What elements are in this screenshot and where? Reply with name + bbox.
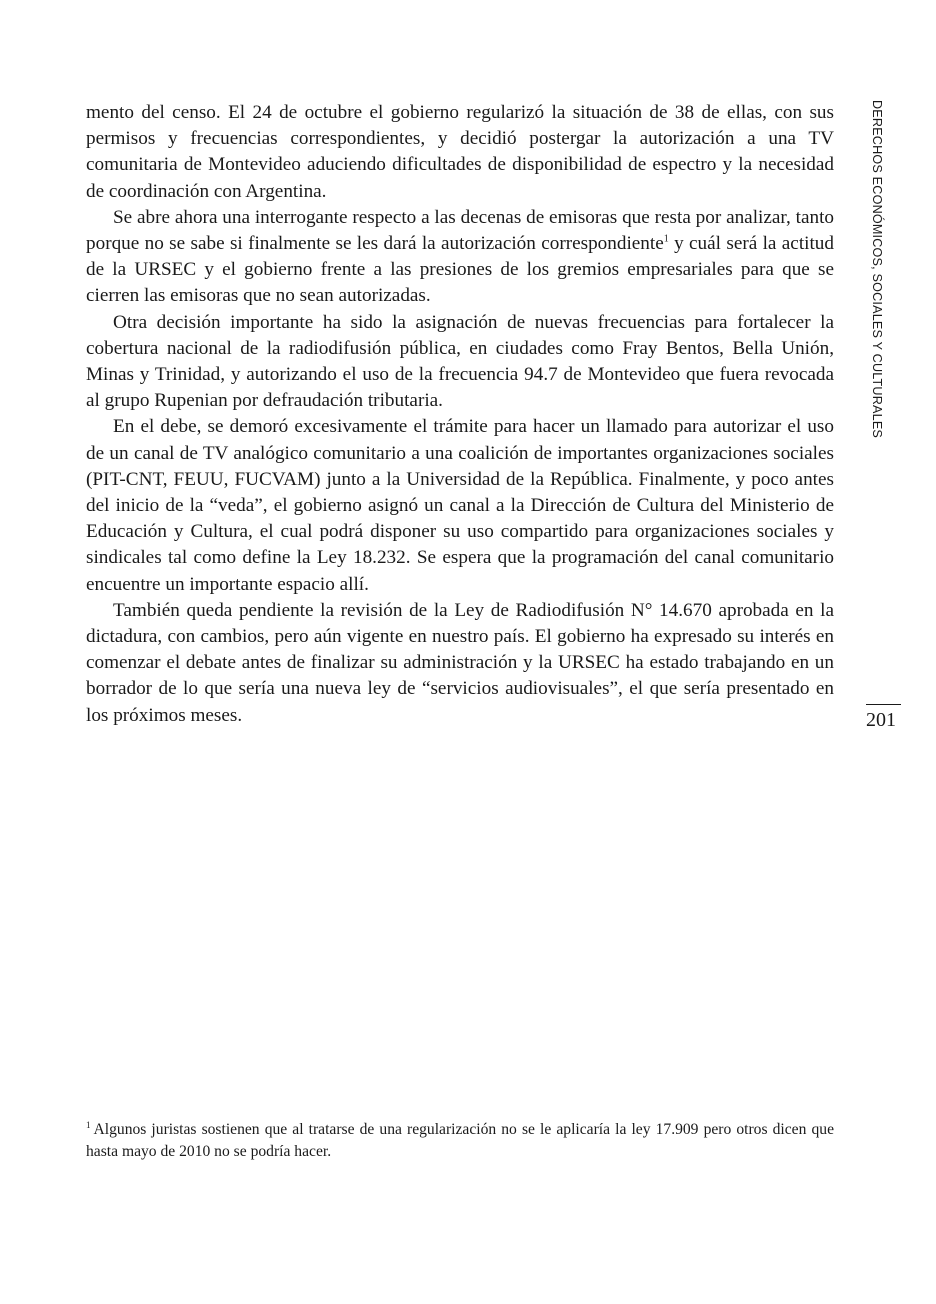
footnote [86, 1119, 834, 1163]
paragraph-2 [86, 205, 834, 310]
running-head-text: DERECHOS ECONÓMICOS, SOCIALES Y CULTURALES [870, 100, 884, 439]
running-head [866, 100, 886, 439]
page-number-rule [866, 704, 901, 705]
footnote-text: Algunos juristas sostienen que al tratarse de una regularización no se le aplicaría la ley 17.909 pero otros dicen que hasta mayo de 2010 no se podría hacer. [86, 1121, 834, 1160]
page-body [86, 100, 834, 729]
paragraph-3: Otra decisión importante ha sido la asignación de nuevas frecuencias para fortalecer la cobertura nacional de la radiodifusión pública, en ciudades como Fray Bentos, Bella Unión, Minas y Trinidad, y autorizando el uso de la frecuencia 94.7 de Montevideo que fuera revocada al grupo Rupenian por defraudación tributaria. [86, 311, 834, 412]
footnote-mark: 1 [86, 1119, 91, 1130]
paragraph-5: También queda pendiente la revisión de la Ley de Radiodifusión N° 14.670 aprobada en la dictadura, con cambios, pero aún vigente en nuestro país. El gobierno ha expresado su interés en comenzar el debate antes de finalizar su administración y la URSEC ha estado trabajando en un borrador de lo que sería una nueva ley de “servicios audiovisuales”, el que sería presentado en los próximos meses. [86, 599, 834, 726]
paragraph-4: En el debe, se demoró excesivamente el trámite para hacer un llamado para autorizar el uso de un canal de TV analógico comunitario a una coalición de importantes organizaciones sociales (PIT-CNT, FEUU, FUCVAM) junto a la Universidad de la República. Finalmente, y poco antes del inicio de la “veda”, el gobierno asignó un canal a la Dirección de Cultura del Ministerio de Educación y Cultura, el cual podrá disponer su uso compartido para organizaciones sociales y sindicales tal como define la Ley 18.232. Se espera que la programación del canal comunitario encuentre un importante espacio allí. [86, 416, 834, 595]
paragraph-2-text-after: y cuál será la actitud de la URSEC y el gobierno frente a las presiones de los gremios empresariales para que se cierren las emisoras que no sean autorizadas. [86, 233, 834, 307]
page-number: 201 [866, 709, 896, 731]
paragraph-1: mento del censo. El 24 de octubre el gobierno regularizó la situación de 38 de ellas, con sus permisos y frecuencias correspondientes, y decidió postergar la autorización a una TV comunitaria de Montevideo aduciendo dificultades de disponibilidad de espectro y la necesidad de coordinación con Argentina. [86, 102, 834, 202]
paragraph-2-text-before: Se abre ahora una interrogante respecto a las decenas de emisoras que resta por analizar, tanto porque no se sabe si finalmente se les dará la autorización correspondiente [86, 206, 834, 255]
footnote-reference[interactable]: 1 [663, 233, 669, 245]
